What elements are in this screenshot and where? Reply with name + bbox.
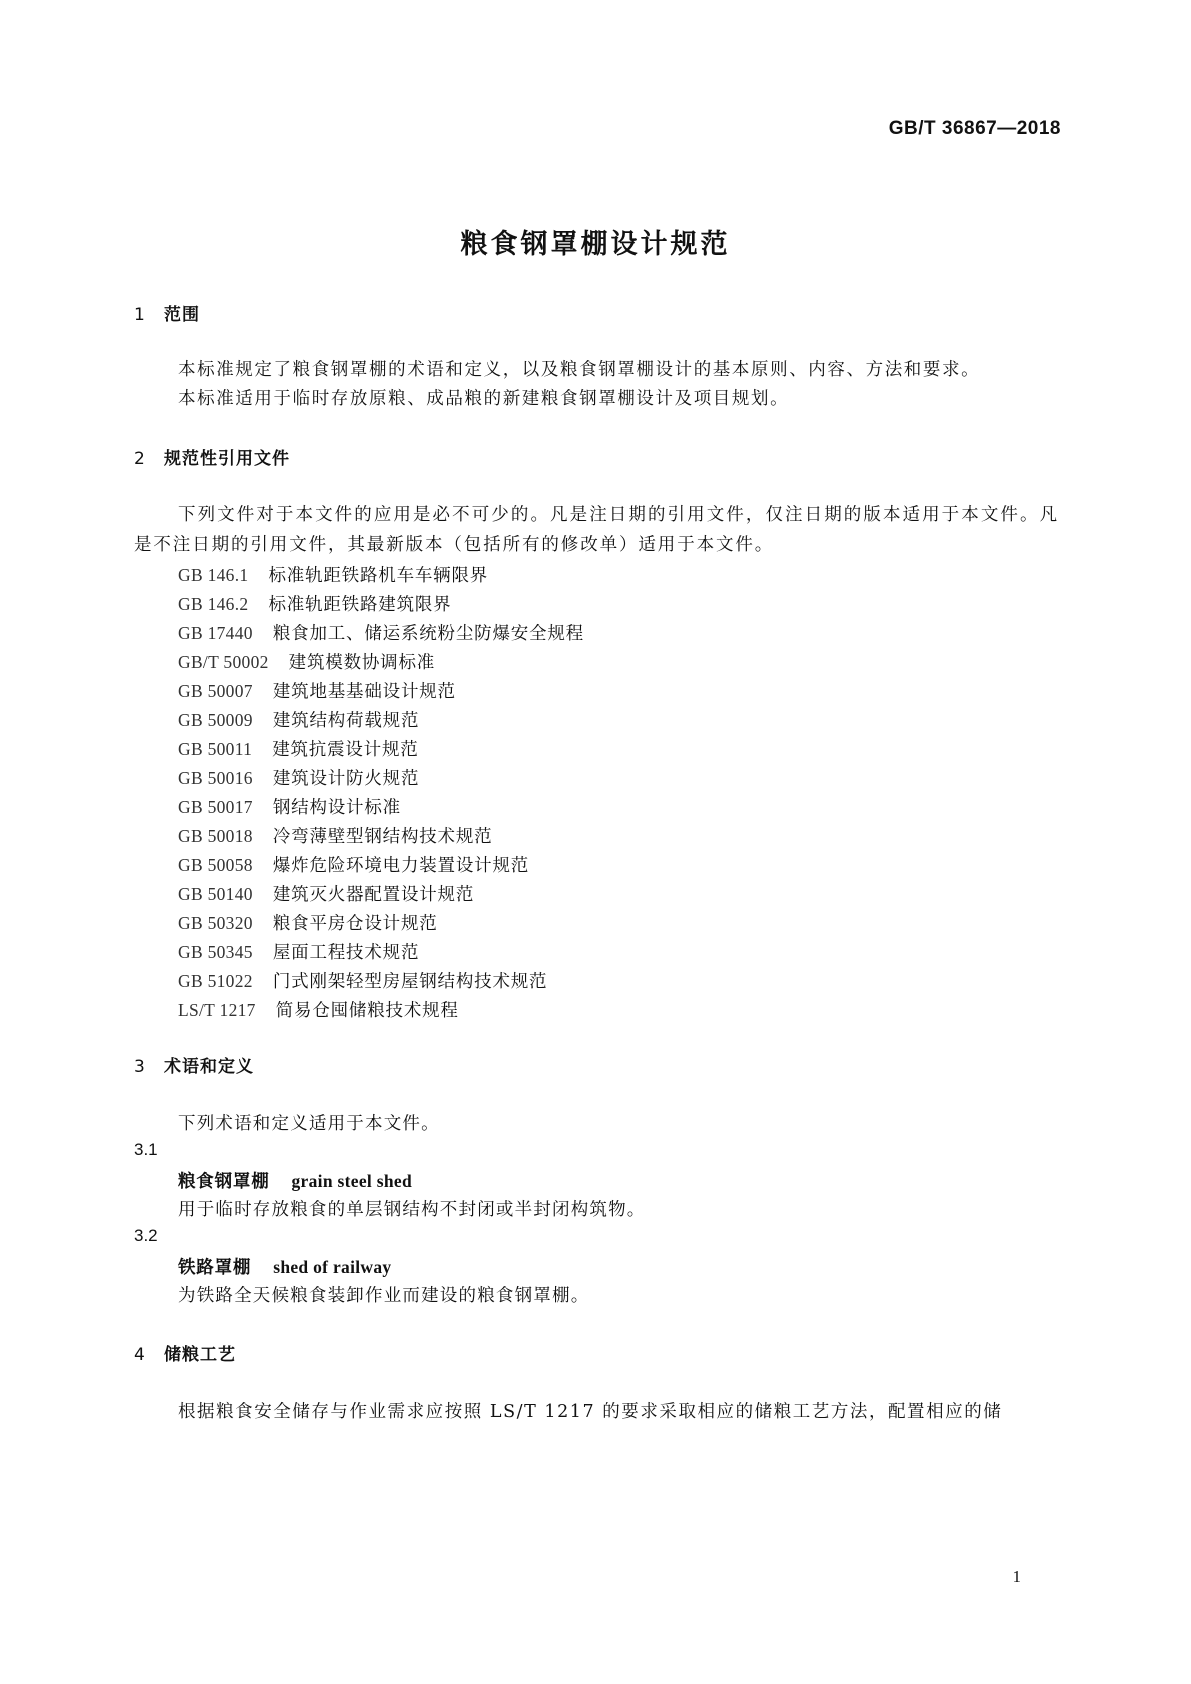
reference-item — [178, 939, 419, 964]
scope-paragraph-1: 本标准规定了粮食钢罩棚的术语和定义，以及粮食钢罩棚设计的基本原则、内容、方法和要求。 — [178, 360, 981, 380]
reference-title: 门式刚架轻型房屋钢结构技术规范 — [272, 972, 548, 992]
section-number: 2 — [134, 449, 146, 469]
reference-code: GB 50345 — [178, 942, 253, 962]
reference-code: GB 50018 — [178, 826, 253, 846]
reference-code: GB 50058 — [178, 855, 253, 875]
section-heading-storage-process — [134, 1340, 236, 1365]
reference-title: 建筑抗震设计规范 — [272, 740, 419, 760]
reference-item — [178, 765, 419, 790]
reference-code: LS/T 1217 — [178, 1000, 256, 1020]
reference-code: GB 146.1 — [178, 565, 249, 585]
term-chinese: 铁路罩棚 — [178, 1258, 252, 1278]
terms-intro: 下列术语和定义适用于本文件。 — [178, 1114, 440, 1134]
standard-code: GB/T 36867—2018 — [888, 118, 1061, 139]
reference-item — [178, 910, 438, 935]
reference-title: 钢结构设计标准 — [272, 798, 401, 818]
term-definition: 用于临时存放粮食的单层钢结构不封闭或半封闭构筑物。 — [178, 1200, 646, 1220]
reference-code: GB/T 50002 — [178, 652, 269, 672]
reference-item — [178, 794, 401, 819]
storage-process-paragraph: 根据粮食安全储存与作业需求应按照 LS/T 1217 的要求采取相应的储粮工艺方法，配置相应的储 — [178, 1402, 1003, 1422]
reference-title: 建筑灭火器配置设计规范 — [272, 885, 475, 905]
reference-item — [178, 997, 459, 1022]
section-title: 储粮工艺 — [164, 1345, 236, 1365]
term-chinese: 粮食钢罩棚 — [178, 1172, 270, 1192]
reference-item — [178, 968, 547, 993]
reference-item — [178, 620, 584, 645]
term-number: 3.2 — [134, 1226, 158, 1245]
section-title: 规范性引用文件 — [164, 449, 290, 469]
references-intro: 下列文件对于本文件的应用是必不可少的。凡是注日期的引用文件，仅注日期的版本适用于本文件。凡是不注日期的引用文件，其最新版本（包括所有的修改单）适用于本文件。 — [134, 505, 1059, 555]
reference-code: GB 51022 — [178, 971, 253, 991]
section-heading-scope — [134, 300, 200, 325]
reference-code: GB 17440 — [178, 623, 253, 643]
reference-item — [178, 591, 451, 616]
section-number: 3 — [134, 1057, 146, 1077]
reference-code: GB 146.2 — [178, 594, 249, 614]
reference-code: GB 50009 — [178, 710, 253, 730]
reference-code: GB 50011 — [178, 739, 253, 759]
reference-title: 建筑设计防火规范 — [272, 769, 420, 789]
term-english: grain steel shed — [291, 1171, 412, 1191]
reference-title: 建筑结构荷载规范 — [272, 711, 420, 731]
reference-title: 冷弯薄壁型钢结构技术规范 — [272, 827, 493, 847]
reference-title: 标准轨距铁路建筑限界 — [268, 595, 452, 615]
section-heading-terms — [134, 1052, 254, 1077]
section-number: 1 — [134, 305, 146, 325]
reference-item — [178, 649, 435, 674]
reference-item — [178, 707, 419, 732]
scope-paragraph-2: 本标准适用于临时存放原粮、成品粮的新建粮食钢罩棚设计及项目规划。 — [178, 389, 790, 409]
term-number: 3.1 — [134, 1140, 158, 1159]
section-title: 术语和定义 — [164, 1057, 254, 1077]
reference-item — [178, 852, 529, 877]
reference-item — [178, 823, 492, 848]
reference-item — [178, 562, 488, 587]
reference-title: 建筑模数协调标准 — [288, 653, 436, 673]
reference-code: GB 50140 — [178, 884, 253, 904]
reference-code: GB 50320 — [178, 913, 253, 933]
term-entry — [178, 1254, 391, 1279]
reference-title: 简易仓囤储粮技术规程 — [275, 1001, 459, 1021]
page-number: 1 — [1012, 1567, 1021, 1586]
reference-title: 建筑地基基础设计规范 — [272, 682, 456, 702]
reference-title: 爆炸危险环境电力装置设计规范 — [272, 856, 530, 876]
reference-code: GB 50016 — [178, 768, 253, 788]
reference-item — [178, 678, 456, 703]
reference-item — [178, 736, 419, 761]
term-entry — [178, 1168, 412, 1193]
reference-code: GB 50017 — [178, 797, 253, 817]
reference-title: 粮食加工、储运系统粉尘防爆安全规程 — [272, 624, 584, 644]
reference-title: 标准轨距铁路机车车辆限界 — [268, 566, 489, 586]
section-number: 4 — [134, 1345, 146, 1365]
reference-title: 粮食平房仓设计规范 — [272, 914, 438, 934]
section-heading-normative-references — [134, 444, 290, 469]
reference-code: GB 50007 — [178, 681, 253, 701]
reference-title: 屋面工程技术规范 — [272, 943, 420, 963]
section-title: 范围 — [164, 305, 200, 325]
term-english: shed of railway — [273, 1257, 392, 1277]
document-title: 粮食钢罩棚设计规范 — [460, 229, 731, 260]
reference-item — [178, 881, 474, 906]
term-definition: 为铁路全天候粮食装卸作业而建设的粮食钢罩棚。 — [178, 1286, 590, 1306]
